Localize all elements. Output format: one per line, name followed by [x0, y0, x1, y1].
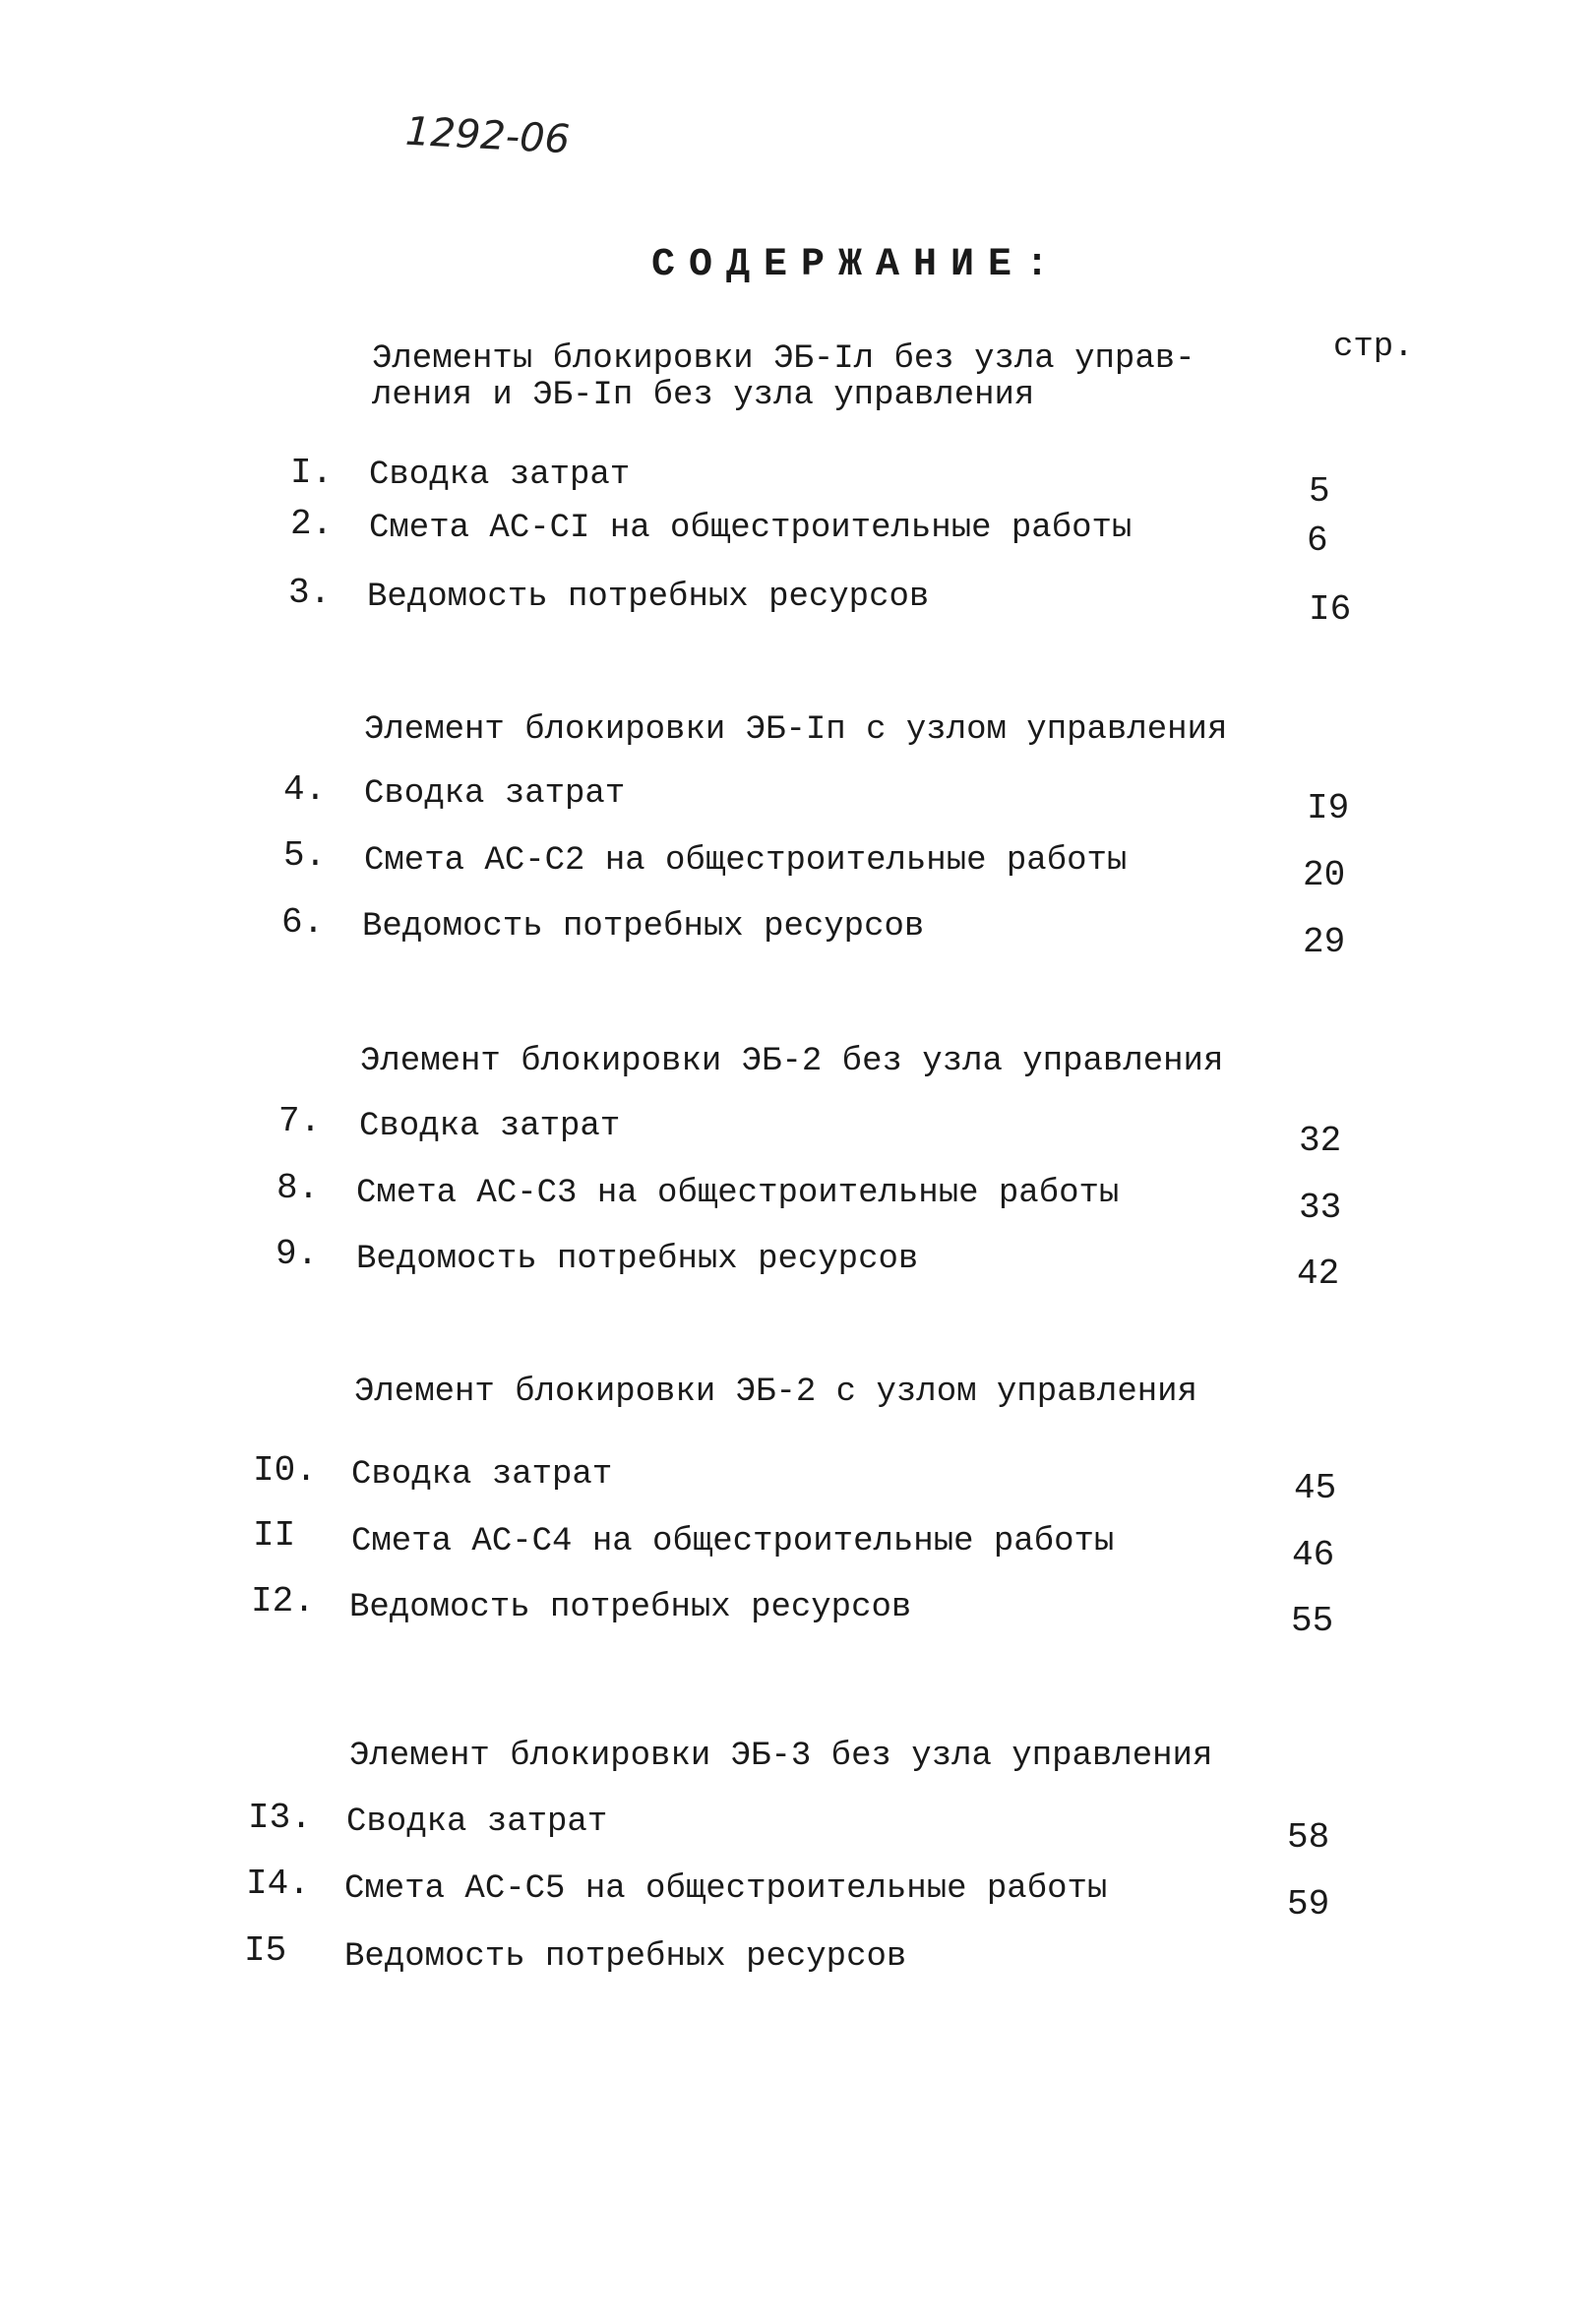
- item-title: Сводка затрат: [346, 1804, 608, 1841]
- item-page: 6: [1307, 520, 1328, 561]
- item-page: 29: [1303, 922, 1346, 962]
- item-title: Ведомость потребных ресурсов: [367, 579, 930, 616]
- item-page: 33: [1299, 1188, 1342, 1228]
- item-title: Ведомость потребных ресурсов: [356, 1241, 919, 1278]
- section-header: Элемент блокировки ЭБ-3 без узла управления: [349, 1738, 1213, 1775]
- section-header: Элементы блокировки ЭБ-Iл без узла управ-: [372, 340, 1196, 378]
- item-number: 2.: [290, 504, 334, 544]
- item-number: 7.: [278, 1101, 322, 1141]
- item-title: Ведомость потребных ресурсов: [349, 1589, 912, 1626]
- section-header: Элемент блокировки ЭБ-Iп с узлом управления: [364, 711, 1228, 749]
- item-page: 45: [1294, 1468, 1337, 1508]
- section-header: Элемент блокировки ЭБ-2 с узлом управления: [354, 1374, 1197, 1411]
- item-page: 58: [1287, 1817, 1330, 1858]
- item-page: 5: [1309, 471, 1330, 512]
- item-number: 9.: [276, 1234, 319, 1274]
- item-number: I2.: [251, 1581, 315, 1621]
- page-column-label: стр.: [1333, 329, 1414, 366]
- item-title: Смета АС-С5 на общестроительные работы: [344, 1870, 1108, 1908]
- item-number: 6.: [281, 902, 325, 943]
- item-title: Ведомость потребных ресурсов: [344, 1938, 907, 1976]
- item-number: 4.: [283, 769, 327, 810]
- item-number: I4.: [246, 1864, 310, 1904]
- item-page: 55: [1291, 1601, 1334, 1641]
- item-page: 20: [1303, 855, 1346, 895]
- item-number: 3.: [288, 573, 332, 613]
- item-title: Смета АС-С4 на общестроительные работы: [351, 1523, 1115, 1560]
- item-title: Смета АС-С3 на общестроительные работы: [356, 1175, 1120, 1212]
- item-number: II: [253, 1515, 296, 1556]
- item-page: 42: [1297, 1254, 1340, 1294]
- item-number: 8.: [276, 1168, 320, 1208]
- item-number: I.: [290, 453, 334, 493]
- item-title: Смета АС-СI на общестроительные работы: [369, 510, 1133, 547]
- section-header: ления и ЭБ-Iп без узла управления: [372, 377, 1035, 414]
- item-page: I6: [1309, 589, 1352, 630]
- item-title: Сводка затрат: [369, 457, 631, 494]
- handwritten-doc-number: 1292-06: [403, 108, 572, 163]
- item-title: Сводка затрат: [364, 775, 626, 813]
- item-page: 59: [1287, 1884, 1330, 1925]
- item-number: 5.: [283, 835, 327, 876]
- item-title: Сводка затрат: [359, 1108, 621, 1145]
- item-number: I0.: [253, 1450, 317, 1491]
- item-title: Сводка затрат: [351, 1456, 613, 1494]
- item-page: 46: [1292, 1535, 1335, 1575]
- item-number: I5: [244, 1930, 287, 1971]
- item-title: Ведомость потребных ресурсов: [362, 908, 925, 946]
- item-page: I9: [1307, 788, 1350, 828]
- page-title: СОДЕРЖАНИЕ:: [651, 243, 1064, 287]
- item-page: 32: [1299, 1121, 1342, 1161]
- section-header: Элемент блокировки ЭБ-2 без узла управления: [360, 1043, 1224, 1080]
- item-number: I3.: [248, 1798, 312, 1838]
- item-title: Смета АС-С2 на общестроительные работы: [364, 842, 1128, 880]
